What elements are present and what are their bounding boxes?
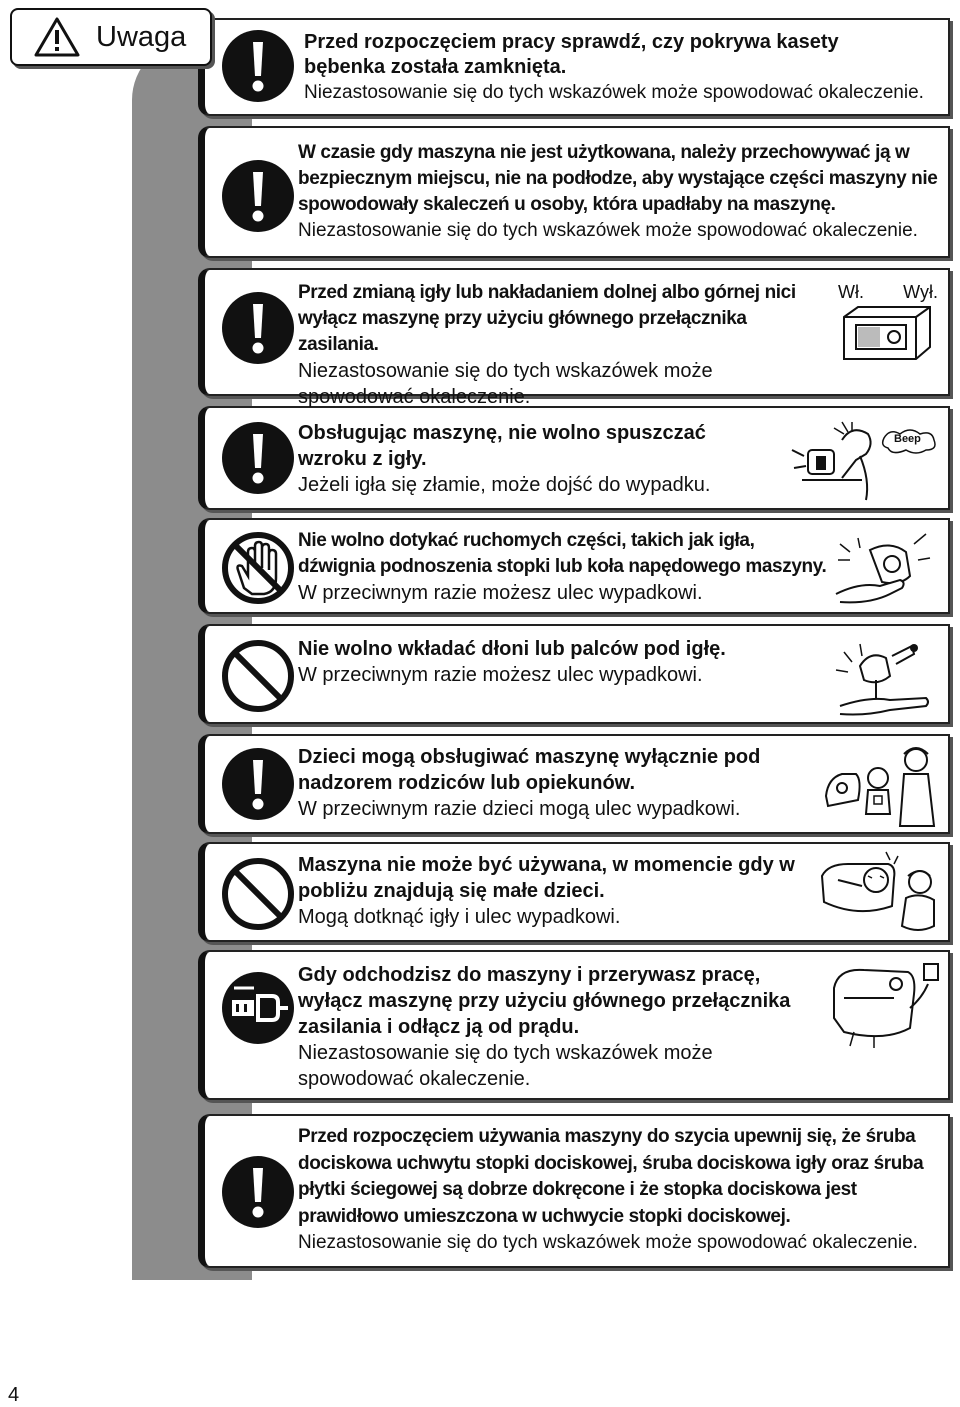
section-8-normal: Mogą dotknąć igły i ulec wypadkowi.	[298, 906, 621, 928]
section-8-bold: Maszyna nie może być używana, w momencie gdy w pobliżu znajdują się małe dzieci.	[298, 854, 795, 902]
section-5-normal: W przeciwnym razie możesz ulec wypadkowi.	[298, 582, 703, 604]
section-4-normal: Jeżeli igła się złamie, może dojść do wypadku.	[298, 474, 711, 496]
section-10-bold: Przed rozpoczęciem używania maszyny do szycia upewnij się, że śruba dociskowa uchwytu stopki dociskowej, śruba dociskowa igły oraz śruba płytki ściegowej są dobrze dokręcone i że stopka dociskowa jest prawidłowo umieszczona w uchwycie stopki dociskowej.	[298, 1126, 924, 1227]
exclamation-icon	[220, 746, 296, 822]
page-number: 4	[8, 1384, 20, 1406]
section-8-text	[298, 852, 818, 930]
section-1-normal: Niezastosowanie się do tych wskazówek może spowodować okaleczenie.	[304, 82, 924, 103]
operator-watching-illustration	[782, 420, 942, 504]
section-9-text	[298, 962, 818, 1092]
section-2-bold: W czasie gdy maszyna nie jest użytkowana, należy przechowywać ją w bezpiecznym miejscu, nie na podłodze, aby wystające części maszyny nie spowodowały skaleczeń u osoby, która upadłaby na maszynę.	[298, 142, 938, 215]
beep-bubble	[880, 426, 938, 456]
supervised-child-illustration	[822, 740, 942, 830]
warning-triangle-icon	[34, 17, 80, 57]
section-1-bold: Przed rozpoczęciem pracy sprawdź, czy pokrywa kasety bębenka została zamknięta.	[304, 31, 839, 78]
section-6-normal: W przeciwnym razie możesz ulec wypadkowi.	[298, 664, 703, 686]
unplug-icon	[220, 970, 296, 1046]
section-1-text	[304, 30, 924, 105]
small-children-illustration	[818, 846, 942, 936]
exclamation-icon	[220, 1154, 296, 1230]
warning-header-label: Uwaga	[96, 20, 187, 53]
hand-near-machine-icon	[830, 530, 940, 610]
hand-under-needle-icon	[830, 636, 940, 720]
section-2-normal: Niezastosowanie się do tych wskazówek może spowodować okaleczenie.	[298, 220, 918, 241]
parent-child-icon	[822, 740, 942, 830]
section-7-text	[298, 744, 818, 822]
section-3-normal: Niezastosowanie się do tych wskazówek może spowodować okaleczenie.	[298, 360, 713, 408]
no-touch-icon	[220, 530, 296, 606]
section-5-bold: Nie wolno dotykać ruchomych części, takich jak igła, dźwignia podnoszenia stopki lub koła napędowego maszyny.	[298, 530, 827, 577]
prohibited-icon	[220, 856, 296, 932]
sewing-machine-plug-icon	[824, 958, 944, 1050]
child-near-machine-icon	[818, 846, 942, 936]
section-4-text	[298, 420, 768, 498]
section-3-text	[298, 280, 828, 410]
section-7-normal: W przeciwnym razie dzieci mogą ulec wypadkowi.	[298, 798, 741, 820]
section-5-text	[298, 528, 828, 606]
section-2-text	[298, 140, 938, 244]
section-6-bold: Nie wolno wkładać dłoni lub palców pod igłę.	[298, 638, 726, 660]
prohibited-icon	[220, 638, 296, 714]
switch-off-label: Wył.	[903, 282, 938, 302]
exclamation-icon	[220, 290, 296, 366]
section-10-text	[298, 1124, 942, 1257]
section-9-normal: Niezastosowanie się do tych wskazówek może spowodować okaleczenie.	[298, 1042, 713, 1090]
power-switch-icon	[838, 303, 938, 363]
power-switch-illustration	[838, 282, 938, 368]
section-9-bold: Gdy odchodzisz do maszyny i przerywasz pracę, wyłącz maszynę przy użyciu głównego przełącznika zasilania i odłącz ją od prądu.	[298, 964, 791, 1038]
exclamation-icon	[220, 158, 296, 234]
moving-parts-illustration	[830, 530, 940, 610]
section-4-bold: Obsługując maszynę, nie wolno spuszczać wzroku z igły.	[298, 422, 706, 470]
section-10-normal: Niezastosowanie się do tych wskazówek może spowodować okaleczenie.	[298, 1232, 918, 1253]
hand-under-needle-illustration	[830, 636, 940, 720]
section-3-bold: Przed zmianą igły lub nakładaniem dolnej albo górnej nici wyłącz maszynę przy użyciu głównego przełącznika zasilania.	[298, 282, 796, 355]
unplugged-machine-illustration	[824, 958, 944, 1050]
switch-on-label: Wł.	[838, 282, 864, 302]
warning-header	[10, 8, 212, 66]
section-7-bold: Dzieci mogą obsługiwać maszynę wyłącznie pod nadzorem rodziców lub opiekunów.	[298, 746, 761, 794]
beep-label: Beep	[894, 433, 921, 445]
exclamation-icon	[220, 420, 296, 496]
section-6-text	[298, 636, 818, 688]
exclamation-icon	[220, 28, 296, 104]
